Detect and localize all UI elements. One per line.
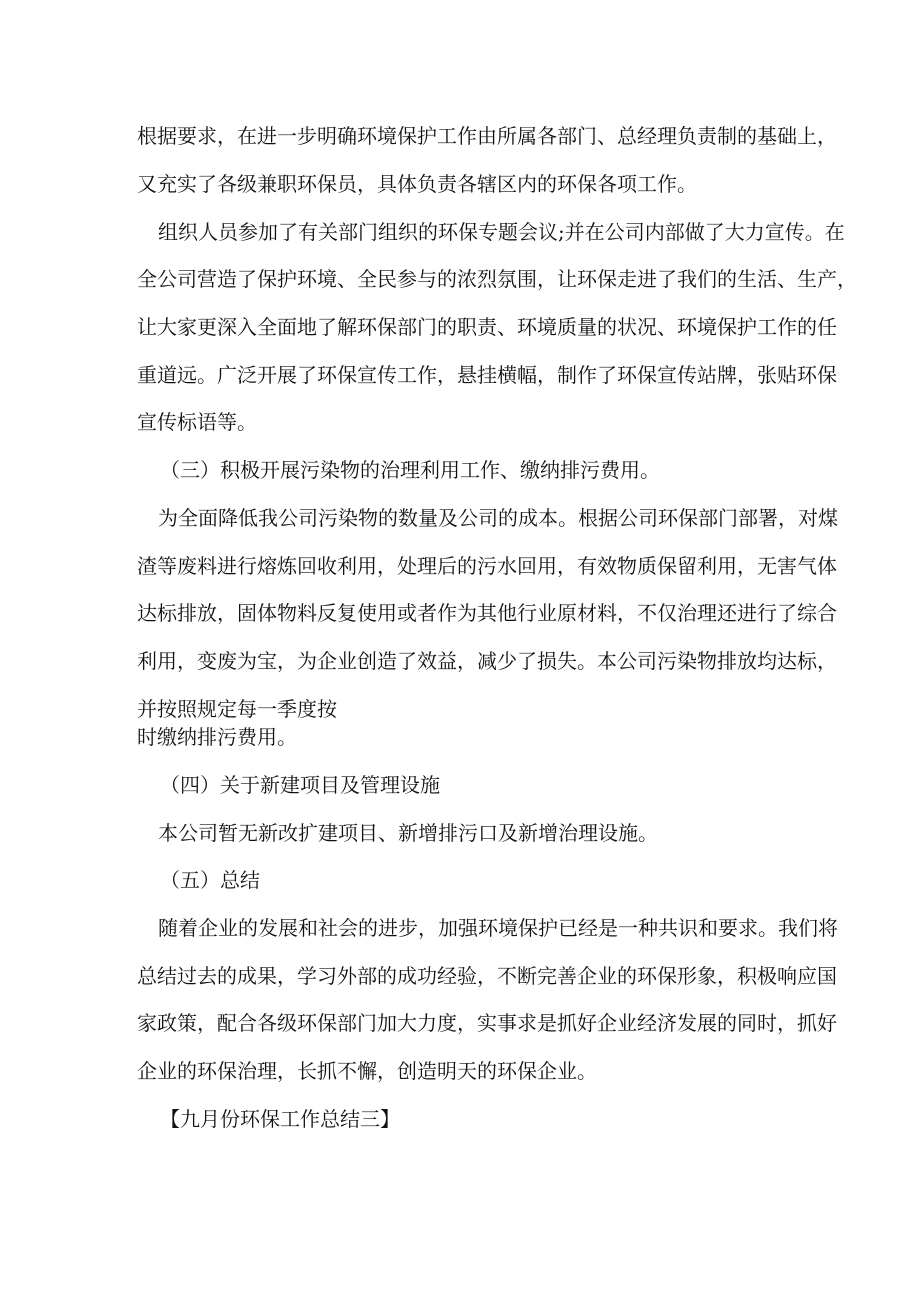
text-line: 又充实了各级兼职环保员，具体负责各辖区内的环保各项工作。	[137, 172, 697, 196]
text-line: 并按照规定每一季度按	[137, 697, 337, 721]
paragraph-line: 本公司暂无新改扩建项目、新增排污口及新增治理设施。	[158, 821, 658, 845]
text-line: 利用，变废为宝，为企业创造了效益，减少了损失。本公司污染物排放均达标，	[137, 649, 837, 673]
paragraph-start-line: 组织人员参加了有关部门组织的环保专题会议;并在公司内部做了大力宣传。在	[158, 220, 845, 244]
section-heading-3: （三）积极开展污染物的治理利用工作、缴纳排污费用。	[160, 458, 660, 482]
text-line: 达标排放，固体物料反复使用或者作为其他行业原材料，不仅治理还进行了综合	[137, 601, 837, 625]
text-line: 让大家更深入全面地了解环保部门的职责、环境质量的状况、环境保护工作的任	[137, 315, 837, 339]
text-line: 根据要求，在进一步明确环境保护工作由所属各部门、总经理负责制的基础上，	[137, 124, 837, 148]
text-line: 宣传标语等。	[137, 410, 257, 434]
paragraph-start-line: 为全面降低我公司污染物的数量及公司的成本。根据公司环保部门部署，对煤	[158, 506, 838, 530]
paragraph-start-line: 随着企业的发展和社会的进步，加强环境保护已经是一种共识和要求。我们将	[158, 916, 838, 940]
text-line: 家政策，配合各级环保部门加大力度，实事求是抓好企业经济发展的同时，抓好	[137, 1011, 837, 1035]
text-line: 重道远。广泛开展了环保宣传工作，悬挂横幅，制作了环保宣传站牌，张贴环保	[137, 363, 837, 387]
text-line: 渣等废料进行熔炼回收利用，处理后的污水回用，有效物质保留利用，无害气体	[137, 554, 837, 578]
text-line: 企业的环保治理，长抓不懈，创造明天的环保企业。	[137, 1059, 597, 1083]
section-heading-4: （四）关于新建项目及管理设施	[160, 773, 440, 797]
next-section-title: 【九月份环保工作总结三】	[160, 1107, 400, 1131]
text-line: 时缴纳排污费用。	[137, 725, 297, 749]
text-line: 全公司营造了保护环境、全民参与的浓烈氛围，让环保走进了我们的生活、生产，	[137, 267, 857, 291]
text-line: 总结过去的成果，学习外部的成功经验，不断完善企业的环保形象，积极响应国	[137, 964, 837, 988]
section-heading-5: （五）总结	[160, 868, 260, 892]
